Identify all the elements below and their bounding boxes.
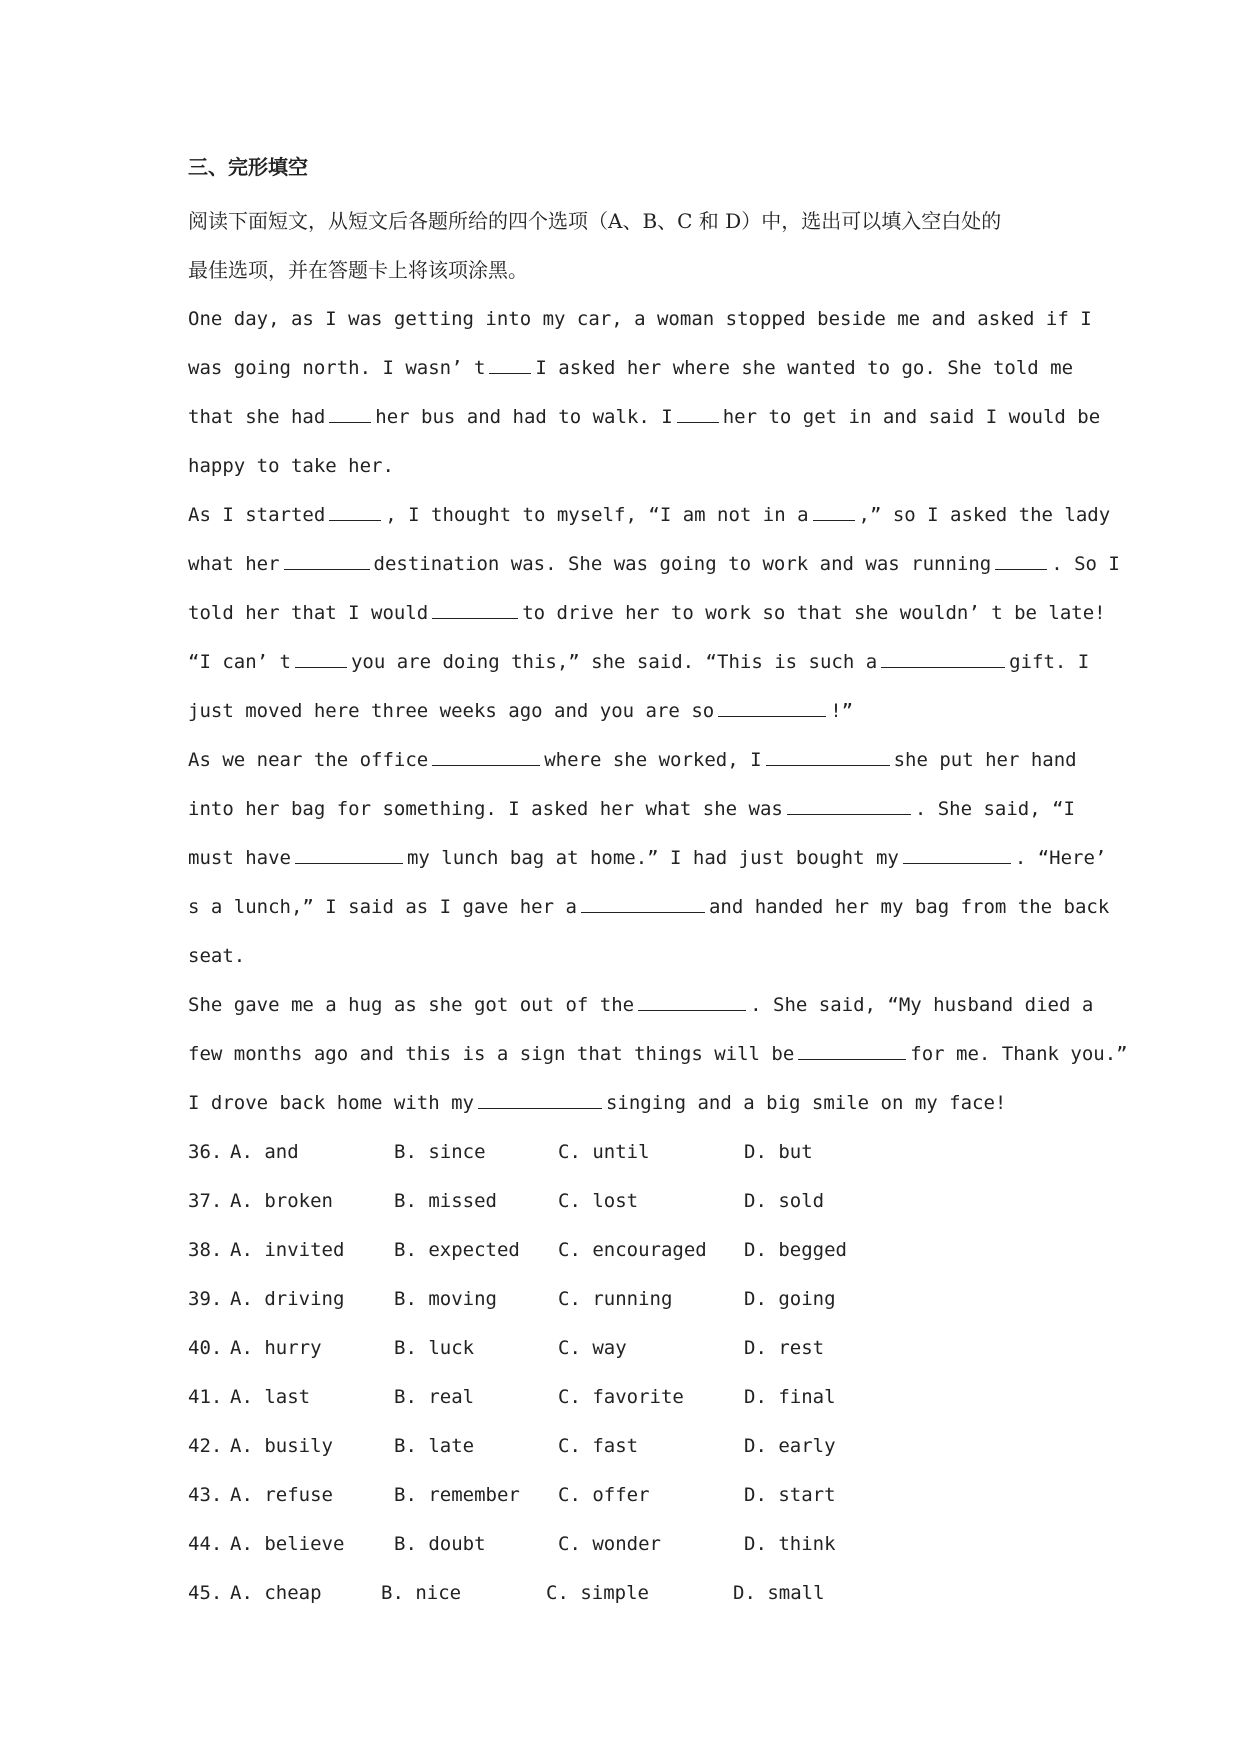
blank-51 bbox=[903, 845, 1011, 864]
paragraph-text: singing and a big smile on my face! bbox=[605, 1092, 1007, 1114]
blank-44 bbox=[295, 649, 347, 668]
option-d: D. sold bbox=[744, 1190, 825, 1212]
option-c: C. lost bbox=[558, 1190, 639, 1212]
paragraph-text: where she worked, I bbox=[544, 749, 762, 771]
option-c: C. fast bbox=[558, 1435, 639, 1457]
paragraph-4 bbox=[188, 736, 1128, 981]
question-number: 41. bbox=[188, 1386, 223, 1408]
option-c: C. favorite bbox=[558, 1386, 684, 1408]
paragraph-text: you are doing this,” she said. “This is such a bbox=[350, 651, 878, 673]
paragraph-2 bbox=[188, 491, 1128, 638]
paragraph-text: to drive her to work so that she wouldn’ t be late! bbox=[522, 602, 1106, 624]
question-row bbox=[188, 1373, 1128, 1422]
blank-42 bbox=[995, 551, 1047, 570]
paragraph-text: gift. I just moved here three weeks ago and you are so bbox=[188, 651, 1090, 722]
cloze-passage bbox=[188, 295, 1128, 1128]
paragraph-5 bbox=[188, 981, 1128, 1128]
option-b: B. real bbox=[394, 1386, 475, 1408]
option-a: A. invited bbox=[230, 1239, 345, 1261]
blank-38 bbox=[677, 404, 719, 423]
option-c: C. wonder bbox=[558, 1533, 661, 1555]
option-d: D. think bbox=[744, 1533, 836, 1555]
paragraph-text: . “Here’ s a lunch,” I said as I gave her a bbox=[188, 847, 1107, 918]
paragraph-text: her to get in and said I would be happy to take her. bbox=[188, 406, 1101, 477]
option-c: C. running bbox=[558, 1288, 673, 1310]
paragraph-text: I asked her where she wanted to go. She told me that she had bbox=[188, 357, 1074, 428]
blank-39 bbox=[329, 502, 381, 521]
option-b: B. remember bbox=[394, 1484, 520, 1506]
blank-52 bbox=[581, 894, 705, 913]
option-d: D. start bbox=[744, 1484, 836, 1506]
question-number: 37. bbox=[188, 1190, 223, 1212]
blank-48 bbox=[766, 747, 890, 766]
section-title: 三、完形填空 bbox=[188, 155, 308, 179]
blank-50 bbox=[295, 845, 403, 864]
paragraph-text: she put her hand into her bag for something. I asked her what she was bbox=[188, 749, 1077, 820]
blank-41 bbox=[284, 551, 370, 570]
blank-53 bbox=[638, 992, 746, 1011]
option-b: B. moving bbox=[394, 1288, 497, 1310]
option-d: D. small bbox=[733, 1582, 825, 1604]
worksheet-page bbox=[188, 155, 1128, 1618]
paragraph-text: , I thought to myself, “I am not in a bbox=[385, 504, 809, 526]
option-a: A. broken bbox=[230, 1190, 333, 1212]
question-number: 43. bbox=[188, 1484, 223, 1506]
question-number: 42. bbox=[188, 1435, 223, 1457]
question-row bbox=[188, 1177, 1128, 1226]
blank-47 bbox=[432, 747, 540, 766]
paragraph-text: As I started bbox=[188, 504, 326, 526]
instructions-line-1: 阅读下面短文，从短文后各题所给的四个选项（A、B、C 和 D）中，选出可以填入空白处的 bbox=[188, 209, 1002, 233]
blank-49 bbox=[787, 796, 911, 815]
question-number: 40. bbox=[188, 1337, 223, 1359]
paragraph-text: her bus and had to walk. I bbox=[375, 406, 673, 428]
option-c: C. offer bbox=[558, 1484, 650, 1506]
option-d: D. early bbox=[744, 1435, 836, 1457]
option-a: A. driving bbox=[230, 1288, 345, 1310]
paragraph-text: “I can’ t bbox=[188, 651, 291, 673]
paragraph-text: One day, as I was getting into my car, a woman stopped beside me and asked if I was going north. I wasn’ t bbox=[188, 308, 1092, 379]
paragraph-text: my lunch bag at home.” I had just bought my bbox=[406, 847, 899, 869]
paragraph-text: for me. Thank you.” I drove back home with my bbox=[188, 1043, 1128, 1114]
question-row bbox=[188, 1520, 1128, 1569]
blank-55 bbox=[478, 1090, 602, 1109]
paragraph-text: ,” so I asked the lady what her bbox=[188, 504, 1111, 575]
option-a: A. believe bbox=[230, 1533, 345, 1555]
option-b: B. late bbox=[394, 1435, 475, 1457]
option-d: D. but bbox=[744, 1141, 813, 1163]
blank-40 bbox=[813, 502, 855, 521]
paragraph-1 bbox=[188, 295, 1128, 491]
option-b: B. nice bbox=[381, 1582, 462, 1604]
option-d: D. begged bbox=[744, 1239, 847, 1261]
option-a: A. busily bbox=[230, 1435, 333, 1457]
option-a: A. cheap bbox=[230, 1582, 322, 1604]
question-row bbox=[188, 1226, 1128, 1275]
paragraph-text: and handed her my bag from the back seat. bbox=[188, 896, 1110, 967]
option-a: A. hurry bbox=[230, 1337, 322, 1359]
question-number: 45. bbox=[188, 1582, 223, 1604]
question-number: 38. bbox=[188, 1239, 223, 1261]
blank-45 bbox=[881, 649, 1005, 668]
instructions-line-2: 最佳选项，并在答题卡上将该项涂黑。 bbox=[188, 258, 528, 282]
paragraph-text: destination was. She was going to work and was running bbox=[373, 553, 992, 575]
paragraph-text: . So I told her that I would bbox=[188, 553, 1120, 624]
question-row bbox=[188, 1569, 1128, 1618]
option-b: B. doubt bbox=[394, 1533, 486, 1555]
answer-options bbox=[188, 1128, 1128, 1618]
paragraph-3 bbox=[188, 638, 1128, 736]
option-c: C. way bbox=[558, 1337, 627, 1359]
paragraph-text: She gave me a hug as she got out of the bbox=[188, 994, 635, 1016]
option-d: D. final bbox=[744, 1386, 836, 1408]
option-d: D. rest bbox=[744, 1337, 825, 1359]
option-c: C. encouraged bbox=[558, 1239, 707, 1261]
blank-54 bbox=[798, 1041, 906, 1060]
option-c: C. until bbox=[558, 1141, 650, 1163]
paragraph-text: . She said, “My husband died a few months ago and this is a sign that things will be bbox=[188, 994, 1094, 1065]
paragraph-text: As we near the office bbox=[188, 749, 429, 771]
blank-46 bbox=[718, 698, 826, 717]
blank-37 bbox=[329, 404, 371, 423]
question-row bbox=[188, 1275, 1128, 1324]
option-b: B. expected bbox=[394, 1239, 520, 1261]
option-b: B. luck bbox=[394, 1337, 475, 1359]
option-a: A. last bbox=[230, 1386, 311, 1408]
question-number: 36. bbox=[188, 1141, 223, 1163]
option-c: C. simple bbox=[546, 1582, 649, 1604]
question-row bbox=[188, 1128, 1128, 1177]
paragraph-text: . She said, “I must have bbox=[188, 798, 1075, 869]
question-row bbox=[188, 1422, 1128, 1471]
blank-43 bbox=[432, 600, 518, 619]
question-number: 44. bbox=[188, 1533, 223, 1555]
option-d: D. going bbox=[744, 1288, 836, 1310]
paragraph-text: !” bbox=[830, 700, 854, 722]
option-a: A. and bbox=[230, 1141, 299, 1163]
question-number: 39. bbox=[188, 1288, 223, 1310]
option-b: B. missed bbox=[394, 1190, 497, 1212]
question-row bbox=[188, 1324, 1128, 1373]
blank-36 bbox=[489, 355, 531, 374]
option-b: B. since bbox=[394, 1141, 486, 1163]
question-row bbox=[188, 1471, 1128, 1520]
option-a: A. refuse bbox=[230, 1484, 333, 1506]
